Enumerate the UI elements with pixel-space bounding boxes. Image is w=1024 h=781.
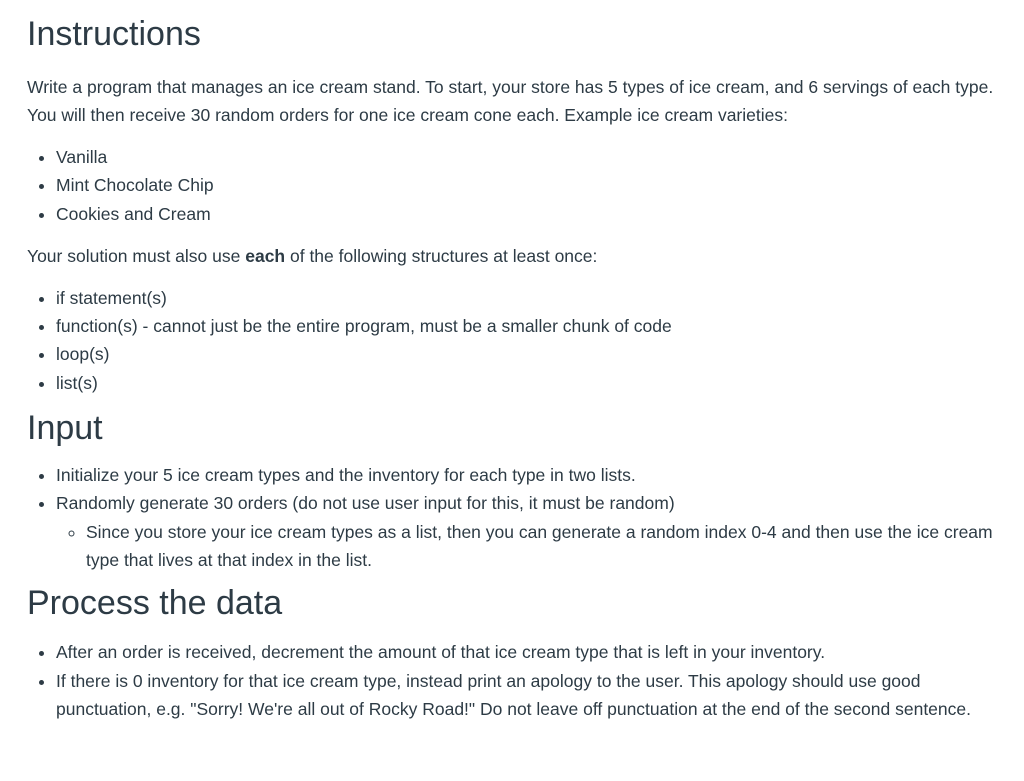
list-item [56, 489, 1000, 574]
assignment-page [0, 15, 1024, 781]
intro-paragraph: Write a program that manages an ice cream stand. To start, your store has 5 types of ice cream, and 6 servings of each type. You will then receive 30 random orders for one ice cream cone each. Example ice cream varieties: [27, 77, 994, 125]
structures-emphasis: each [245, 245, 286, 266]
list-item: • Cookies and Cream [56, 200, 1000, 228]
process-heading: Process the data [27, 584, 283, 623]
list-item: • loop(s) [56, 340, 1000, 368]
structures-paragraph [27, 242, 1000, 270]
varieties-list [27, 143, 1000, 228]
list-item: • function(s) - cannot just be the entire program, must be a smaller chunk of code [56, 312, 1000, 340]
instructions-heading: Instructions [27, 15, 201, 53]
list-item: • If there is 0 inventory for that ice cream type, instead print an apology to the user. This apology should use good punctuation, e.g. "Sorry! We're all out of Rocky Road!" Do not leave off punctuation at the end of the second sentence. [56, 667, 1000, 724]
list-item-text: Randomly generate 30 orders (do not use user input for this, it must be random) [56, 493, 675, 514]
list-item: • After an order is received, decrement the amount of that ice cream type that is left in your inventory. [56, 638, 1000, 666]
sub-list-item: ◦ Since you store your ice cream types as a list, then you can generate a random index 0-4 and then use the ice cream type that lives at that index in the list. [86, 518, 1000, 575]
list-item: • list(s) [56, 369, 1000, 397]
input-heading: Input [27, 409, 103, 448]
process-list [27, 638, 1000, 723]
input-sublist [56, 518, 1000, 575]
structures-list [27, 284, 1000, 397]
list-item: • Vanilla [56, 143, 1000, 171]
list-item: • Initialize your 5 ice cream types and the inventory for each type in two lists. [56, 461, 1000, 489]
structures-text-before: Your solution must also use [27, 245, 246, 266]
input-list [27, 461, 1000, 574]
list-item: • Mint Chocolate Chip [56, 171, 1000, 199]
list-item: • if statement(s) [56, 284, 1000, 312]
structures-text-after: of the following structures at least once: [285, 245, 598, 266]
